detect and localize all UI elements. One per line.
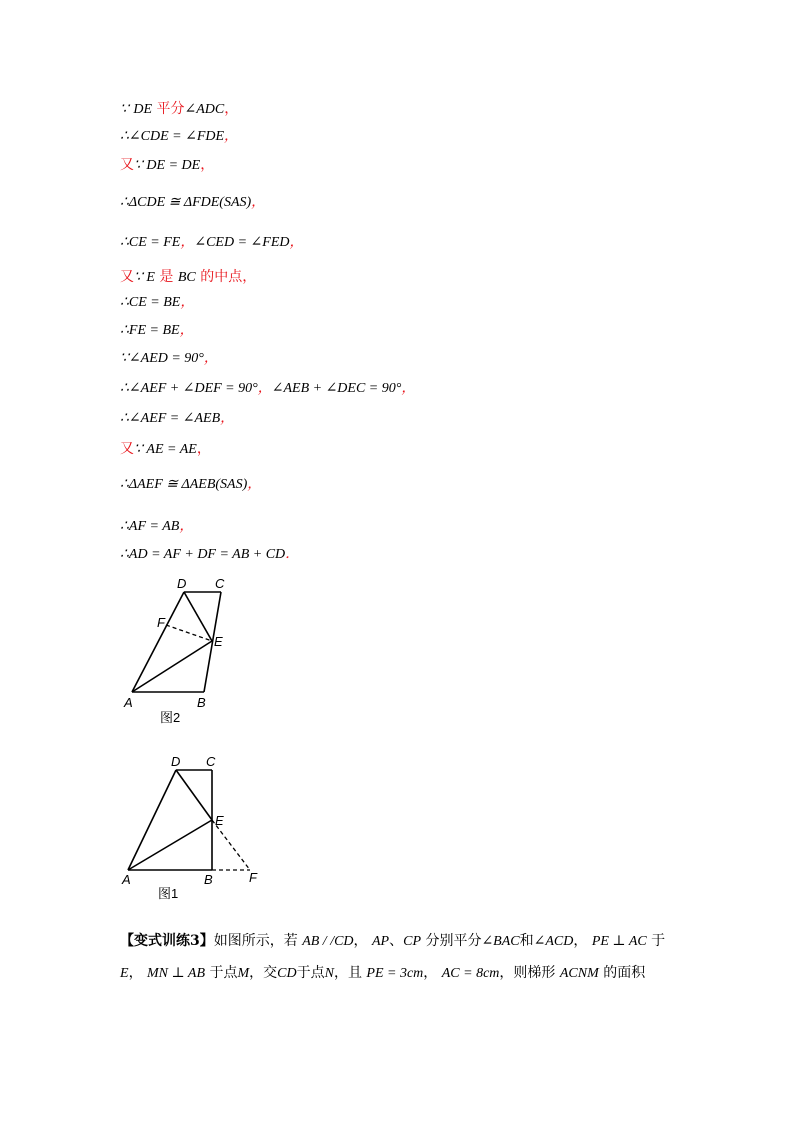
math: ∴CE = FE (120, 235, 181, 250)
label-c: C (215, 576, 225, 591)
text: ， (573, 933, 588, 949)
punct: ， (401, 381, 416, 396)
figure-1-caption: 图1 (158, 886, 179, 901)
math: E (120, 966, 129, 981)
math: BC (177, 270, 196, 285)
punct: ， (247, 477, 262, 492)
label-d: D (177, 576, 187, 591)
text: 如图所示，若 (213, 933, 298, 949)
math: ∠ADC (184, 102, 225, 117)
math: M (237, 966, 250, 981)
exercise-line-1 (120, 930, 700, 950)
text: 平分 (156, 101, 185, 117)
math: ∴ΔAEF ≅ ΔAEB(SAS) (120, 477, 248, 492)
math: ∴CE = BE (120, 295, 181, 310)
text: ，且 (333, 965, 362, 981)
math: PE ⊥ AC (591, 934, 647, 949)
punct: ， (196, 441, 211, 457)
exercise-tag: 【变式训练3】 (120, 933, 214, 949)
math: ∠CED = ∠FED (194, 235, 290, 250)
text: ， (423, 965, 438, 981)
text: 又 (120, 269, 134, 285)
math: ∠BAC (481, 934, 520, 949)
label-e: E (214, 634, 223, 649)
punct: ， (224, 101, 239, 117)
math: ∵ DE = DE (134, 158, 201, 173)
math: ∴∠CDE = ∠FDE (120, 129, 225, 144)
text: 于点 (296, 965, 325, 981)
punct: ， (200, 157, 215, 173)
punct: ， (203, 351, 218, 366)
math: ∵ AE = AE (134, 442, 197, 457)
label-a: A (124, 695, 133, 710)
text: ，交 (249, 965, 278, 981)
figure-2-caption: 图2 (160, 710, 181, 725)
punct: ， (179, 519, 194, 534)
punct: ， (289, 235, 304, 250)
math: ∴∠AEF = ∠AEB (120, 411, 221, 426)
label-c: C (206, 754, 216, 769)
punct: ， (257, 381, 272, 396)
math: ∵ E (134, 270, 155, 285)
math: ∴AD = AF + DF = AB + CD (120, 547, 286, 562)
math: N (324, 966, 334, 981)
math: ACNM (559, 966, 599, 981)
label-a: A (122, 872, 131, 887)
math: ∴ΔCDE ≅ ΔFDE(SAS) (120, 195, 252, 210)
segment-de (176, 770, 212, 820)
math: ∴FE = BE (120, 323, 180, 338)
text: 又 (120, 157, 134, 173)
punct: ， (179, 323, 194, 338)
math: ∵∠AED = 90° (120, 351, 204, 366)
text: 分别平分 (425, 933, 482, 949)
math: PE = 3cm (366, 966, 424, 981)
math: AB / /CD (302, 934, 354, 949)
math: ∠AEB + ∠DEC = 90° (271, 381, 402, 396)
text: ， (128, 965, 143, 981)
text: 于 (651, 933, 666, 949)
punct: ， (180, 295, 195, 310)
math: CP (403, 934, 421, 949)
math: DE (133, 102, 153, 117)
label-d: D (171, 754, 181, 769)
text: 的面积 (603, 965, 646, 981)
label-f: F (249, 870, 257, 885)
text: 又 (120, 441, 134, 457)
label-b: B (204, 872, 213, 887)
punct: ， (180, 235, 195, 250)
exercise-line-2 (120, 962, 700, 982)
punct: ， (224, 129, 239, 144)
math: CD (277, 966, 297, 981)
text: 的中点， (200, 269, 257, 285)
math: ∴AF = AB (120, 519, 180, 534)
text: 于点 (209, 965, 238, 981)
math: ∴∠AEF + ∠DEF = 90° (120, 381, 258, 396)
label-b: B (197, 695, 206, 710)
math: ∠ACD (533, 934, 574, 949)
text: 是 (159, 269, 174, 285)
text: ，则梯形 (499, 965, 556, 981)
math: AC = 8cm (441, 966, 500, 981)
math: MN ⊥ AB (147, 966, 206, 981)
punct: ， (251, 195, 266, 210)
text: 和 (519, 933, 534, 949)
punct: ． (285, 547, 300, 562)
label-f: F (157, 615, 165, 630)
punct: ， (220, 411, 235, 426)
text: ， (353, 933, 368, 949)
text: 、 (389, 933, 404, 949)
label-e: E (215, 813, 224, 828)
math: AP (372, 934, 390, 949)
because-symbol: ∵ (120, 102, 129, 117)
